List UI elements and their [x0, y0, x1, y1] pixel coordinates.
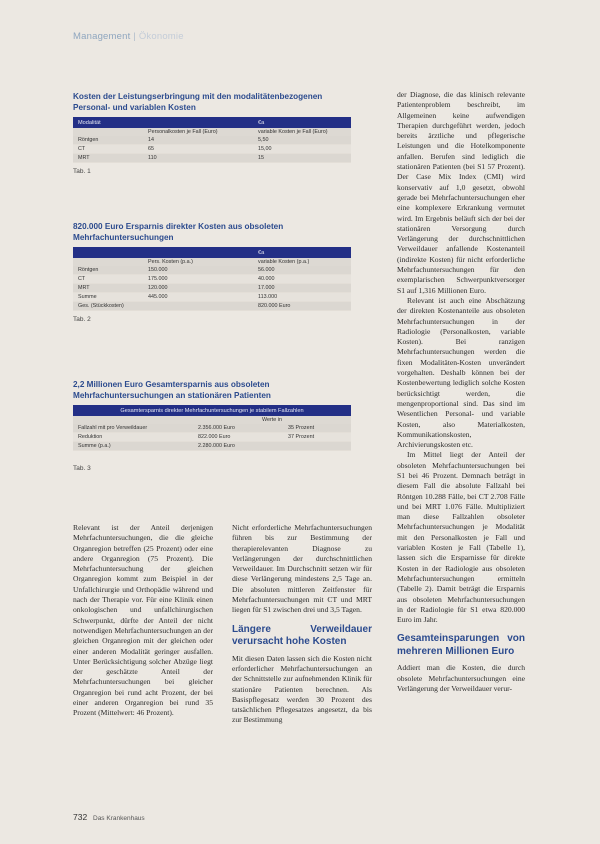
table2-block: [73, 222, 351, 323]
table-cell: 5,50: [253, 136, 351, 145]
body-paragraph: Addiert man die Kosten, die durch obsolete Mehrfachuntersuchungen eine Verlängerung der Verweildauer verur-: [397, 663, 525, 694]
table-cell: 14: [143, 136, 253, 145]
table-cell: 150.000: [143, 266, 253, 275]
table1-title: Kosten der Leistungserbringung mit den modalitätenbezogenen Personal- und variablen Kosten: [73, 92, 323, 112]
page-footer: [73, 812, 145, 822]
table-cell: 56.000: [253, 266, 351, 275]
table1-subheader: variable Kosten je Fall (Euro): [253, 128, 351, 136]
table-row: [73, 145, 351, 154]
table-cell: 445.000: [143, 293, 253, 302]
table-row: [73, 433, 351, 442]
table-row: [73, 284, 351, 293]
body-paragraph: Relevant ist der Anteil derjenigen Mehrfachuntersuchungen, die die gleiche Organregion betreffen (25 Prozent) oder eine andere Organregion (75 Prozent). Die Mehrfachuntersuchung der gleichen Organregion kommt zum Beispiel in der Unfallchirurgie und Orthopädie während und nach der Therapie vor. Für eine Klinik einen onkologischen und unfallchirurgischen Schwerpunkt, dürfte der Anteil der nicht notwendigen Mehrfachuntersuchungen an der gleichen Organregion mit der gleichen oder einer anderen Modalität geringer ausfallen. Unter Berücksichtigung solcher Abzüge liegt der geschätzte Anteil der Mehrfachuntersuchungen bei gleicher Organregion bei rund acht Prozent, der bei einer anderen Organregion bei rund 35 Prozent (Mittelwert: 46 Prozent).: [73, 523, 213, 718]
table2-title: 820.000 Euro Ersparnis direkter Kosten aus obsoleten Mehrfachuntersuchungen: [73, 222, 284, 242]
table-cell: 35 Prozent: [283, 424, 351, 433]
table-cell: 175.000: [143, 275, 253, 284]
table-cell: MRT: [73, 284, 143, 293]
table-row: [73, 266, 351, 275]
table3-subheader: Werte in: [193, 416, 351, 424]
table-row: [73, 136, 351, 145]
table3-header: Gesamtersparnis direkter Mehrfachuntersuchungen je stabilem Fallzahlen: [73, 405, 351, 416]
journal-name: Das Krankenhaus: [93, 815, 145, 822]
table-cell: Ges. (Stückkosten): [73, 302, 143, 311]
table3-title: 2,2 Millionen Euro Gesamtersparnis aus obsoleten Mehrfachuntersuchungen an stationären Patienten: [73, 380, 271, 400]
table-cell: [283, 442, 351, 451]
table-cell: CT: [73, 145, 143, 154]
table3: [73, 405, 351, 451]
table2-caption: Tab. 2: [73, 316, 91, 323]
body-paragraph: der Diagnose, die das klinisch relevante Patientenproblem beschreibt, im Allgemeinen keine aufwendigen Therapien durchgeführt werden, jedoch bereits ärztliche und pflegerische Leistungen und die Hotelkomponente anfallen. Berufen sind lediglich die stationären Patienten (bei S1 57 Prozent). Der Case Mix Index (CMI) wird konservativ auf 1,0 gesetzt, obwohl gerade bei Mehrfachuntersuchungen eher eine komplexere Erkrankung vermutet wird. Im Ergebnis beläuft sich der bei der stationären Versorgung durch Verlängerung der durchschnittlichen Verweildauer anfallende Kostenanteil (indirekte Kosten) für nicht erforderliche Mehrfachuntersuchungen für den exemplarischen Schwerpunktversorger S1 auf 1,316 Millionen Euro.: [397, 90, 525, 295]
table-cell: 37 Prozent: [283, 433, 351, 442]
table-cell: Röntgen: [73, 136, 143, 145]
table-cell: 40.000: [253, 275, 351, 284]
table-cell: Summe: [73, 293, 143, 302]
table1-caption: Tab. 1: [73, 168, 91, 175]
body-paragraph: Im Mittel liegt der Anteil der obsoleten Mehrfachuntersuchungen bei S1 bei 46 Prozent. Demnach beträgt in diesem Fall die absolute Fallzahl bei Röntgen 10.288 Fälle, bei CT 2.708 Fälle und bei MRT 1.076 Fälle. Multipliziert man diese Fallzahlen obsoleter Mehrfachuntersuchungen je Modalität mit den Personalkosten je Fall und variablen Kosten je Fall (Tabelle 1), lassen sich die Ersparnisse für direkte Kosten in der Radiologie aus obsoleten Mehrfachuntersuchungen ermitteln (Tabelle 2). Damit beträgt die Ersparnis aus obsoleten Mehrfachuntersuchungen in der Radiologie für S1 etwa 820.000 Euro im Jahr.: [397, 450, 525, 625]
table-cell: 2.356.000 Euro: [193, 424, 283, 433]
table-cell: Fallzahl mit pro Verweildauer: [73, 424, 193, 433]
table2-subheader: variable Kosten (p.a.): [253, 258, 351, 266]
table1-subheader: Personalkosten je Fall (Euro): [143, 128, 253, 136]
header-section: Management: [73, 31, 131, 42]
table1-header-left: Modalität: [73, 117, 143, 128]
body-column-1: [73, 523, 213, 719]
table-cell: CT: [73, 275, 143, 284]
body-column-right: [397, 90, 525, 694]
table1-subheader: [73, 128, 143, 136]
table-cell: 15: [253, 154, 351, 163]
table-cell: 120.000: [143, 284, 253, 293]
table1-header-right: €a: [253, 117, 351, 128]
page-header: [73, 31, 184, 42]
table-cell: Reduktion: [73, 433, 193, 442]
table-cell: 113.000: [253, 293, 351, 302]
table-cell: 820.000 Euro: [253, 302, 351, 311]
subheading: Längere Verweildauer verursacht hohe Kosten: [232, 623, 372, 648]
table1-block: [73, 92, 351, 175]
table-cell: 110: [143, 154, 253, 163]
header-subsection: Ökonomie: [138, 31, 184, 42]
body-column-2: [232, 523, 372, 726]
table3-block: [73, 380, 351, 472]
table-row: [73, 293, 351, 302]
table-row: [73, 154, 351, 163]
table-cell: 65: [143, 145, 253, 154]
table-cell: 15,00: [253, 145, 351, 154]
table1: [73, 117, 351, 163]
body-paragraph: Nicht erforderliche Mehrfachuntersuchungen führen bis zur Bestimmung der therapierelevanten Diagnose zu Verlängerungen der durchschnittlichen Verweildauer. Im Durchschnitt setzen wir für diese Verlängerung mindestens 2,5 Tage an. Die absoluten mittleren Zeitfenster für Mehrfachuntersuchungen mit CT und MRT liegen für S1 zwischen drei und 3,5 Tagen.: [232, 523, 372, 615]
table-cell: Summe (p.a.): [73, 442, 193, 451]
table2-subheader: [73, 258, 143, 266]
table-row: [73, 424, 351, 433]
table-cell: Röntgen: [73, 266, 143, 275]
table-cell: [143, 302, 253, 311]
table-row: [73, 442, 351, 451]
subheading: Gesamteinsparungen von mehreren Millionen Euro: [397, 633, 525, 657]
table2: [73, 247, 351, 311]
table2-header-right: €a: [253, 247, 351, 258]
page-number: 732: [73, 812, 88, 822]
table-cell: 17.000: [253, 284, 351, 293]
body-paragraph: Relevant ist auch eine Abschätzung der direkten Kostenanteile aus obsoleten Mehrfachuntersuchungen in der Radiologie (Personalkosten, variable Kosten). Bei ranzigen Mehrfachuntersuchungen werden die fixen Modalitäten-Kosten unverändert vorgehalten. Deshalb können bei der Kostenbewertung lediglich solche Kosten berücksichtigt werden, die mengenproportional sind. Das sind im Wesentlichen Personal- und variable Kosten, also Materialkosten, Kommunikationskosten, Archivierungskosten etc.: [397, 295, 525, 450]
body-paragraph: Mit diesen Daten lassen sich die Kosten nicht erforderlicher Mehrfachuntersuchungen an der Schnittstelle zur aufnehmenden Klinik für stationäre Patienten berechnen. Als Basispflegesatz werden 30 Prozent des tatsächlichen Pflegesatzes angesetzt, da bis zur Bestimmung: [232, 653, 372, 725]
table-row: [73, 302, 351, 311]
table-cell: 822.000 Euro: [193, 433, 283, 442]
table3-caption: Tab. 3: [73, 465, 91, 472]
table-cell: 2.280.000 Euro: [193, 442, 283, 451]
table-row: [73, 275, 351, 284]
table2-subheader: Pers. Kosten (p.a.): [143, 258, 253, 266]
table-cell: MRT: [73, 154, 143, 163]
header-separator: |: [133, 31, 136, 42]
